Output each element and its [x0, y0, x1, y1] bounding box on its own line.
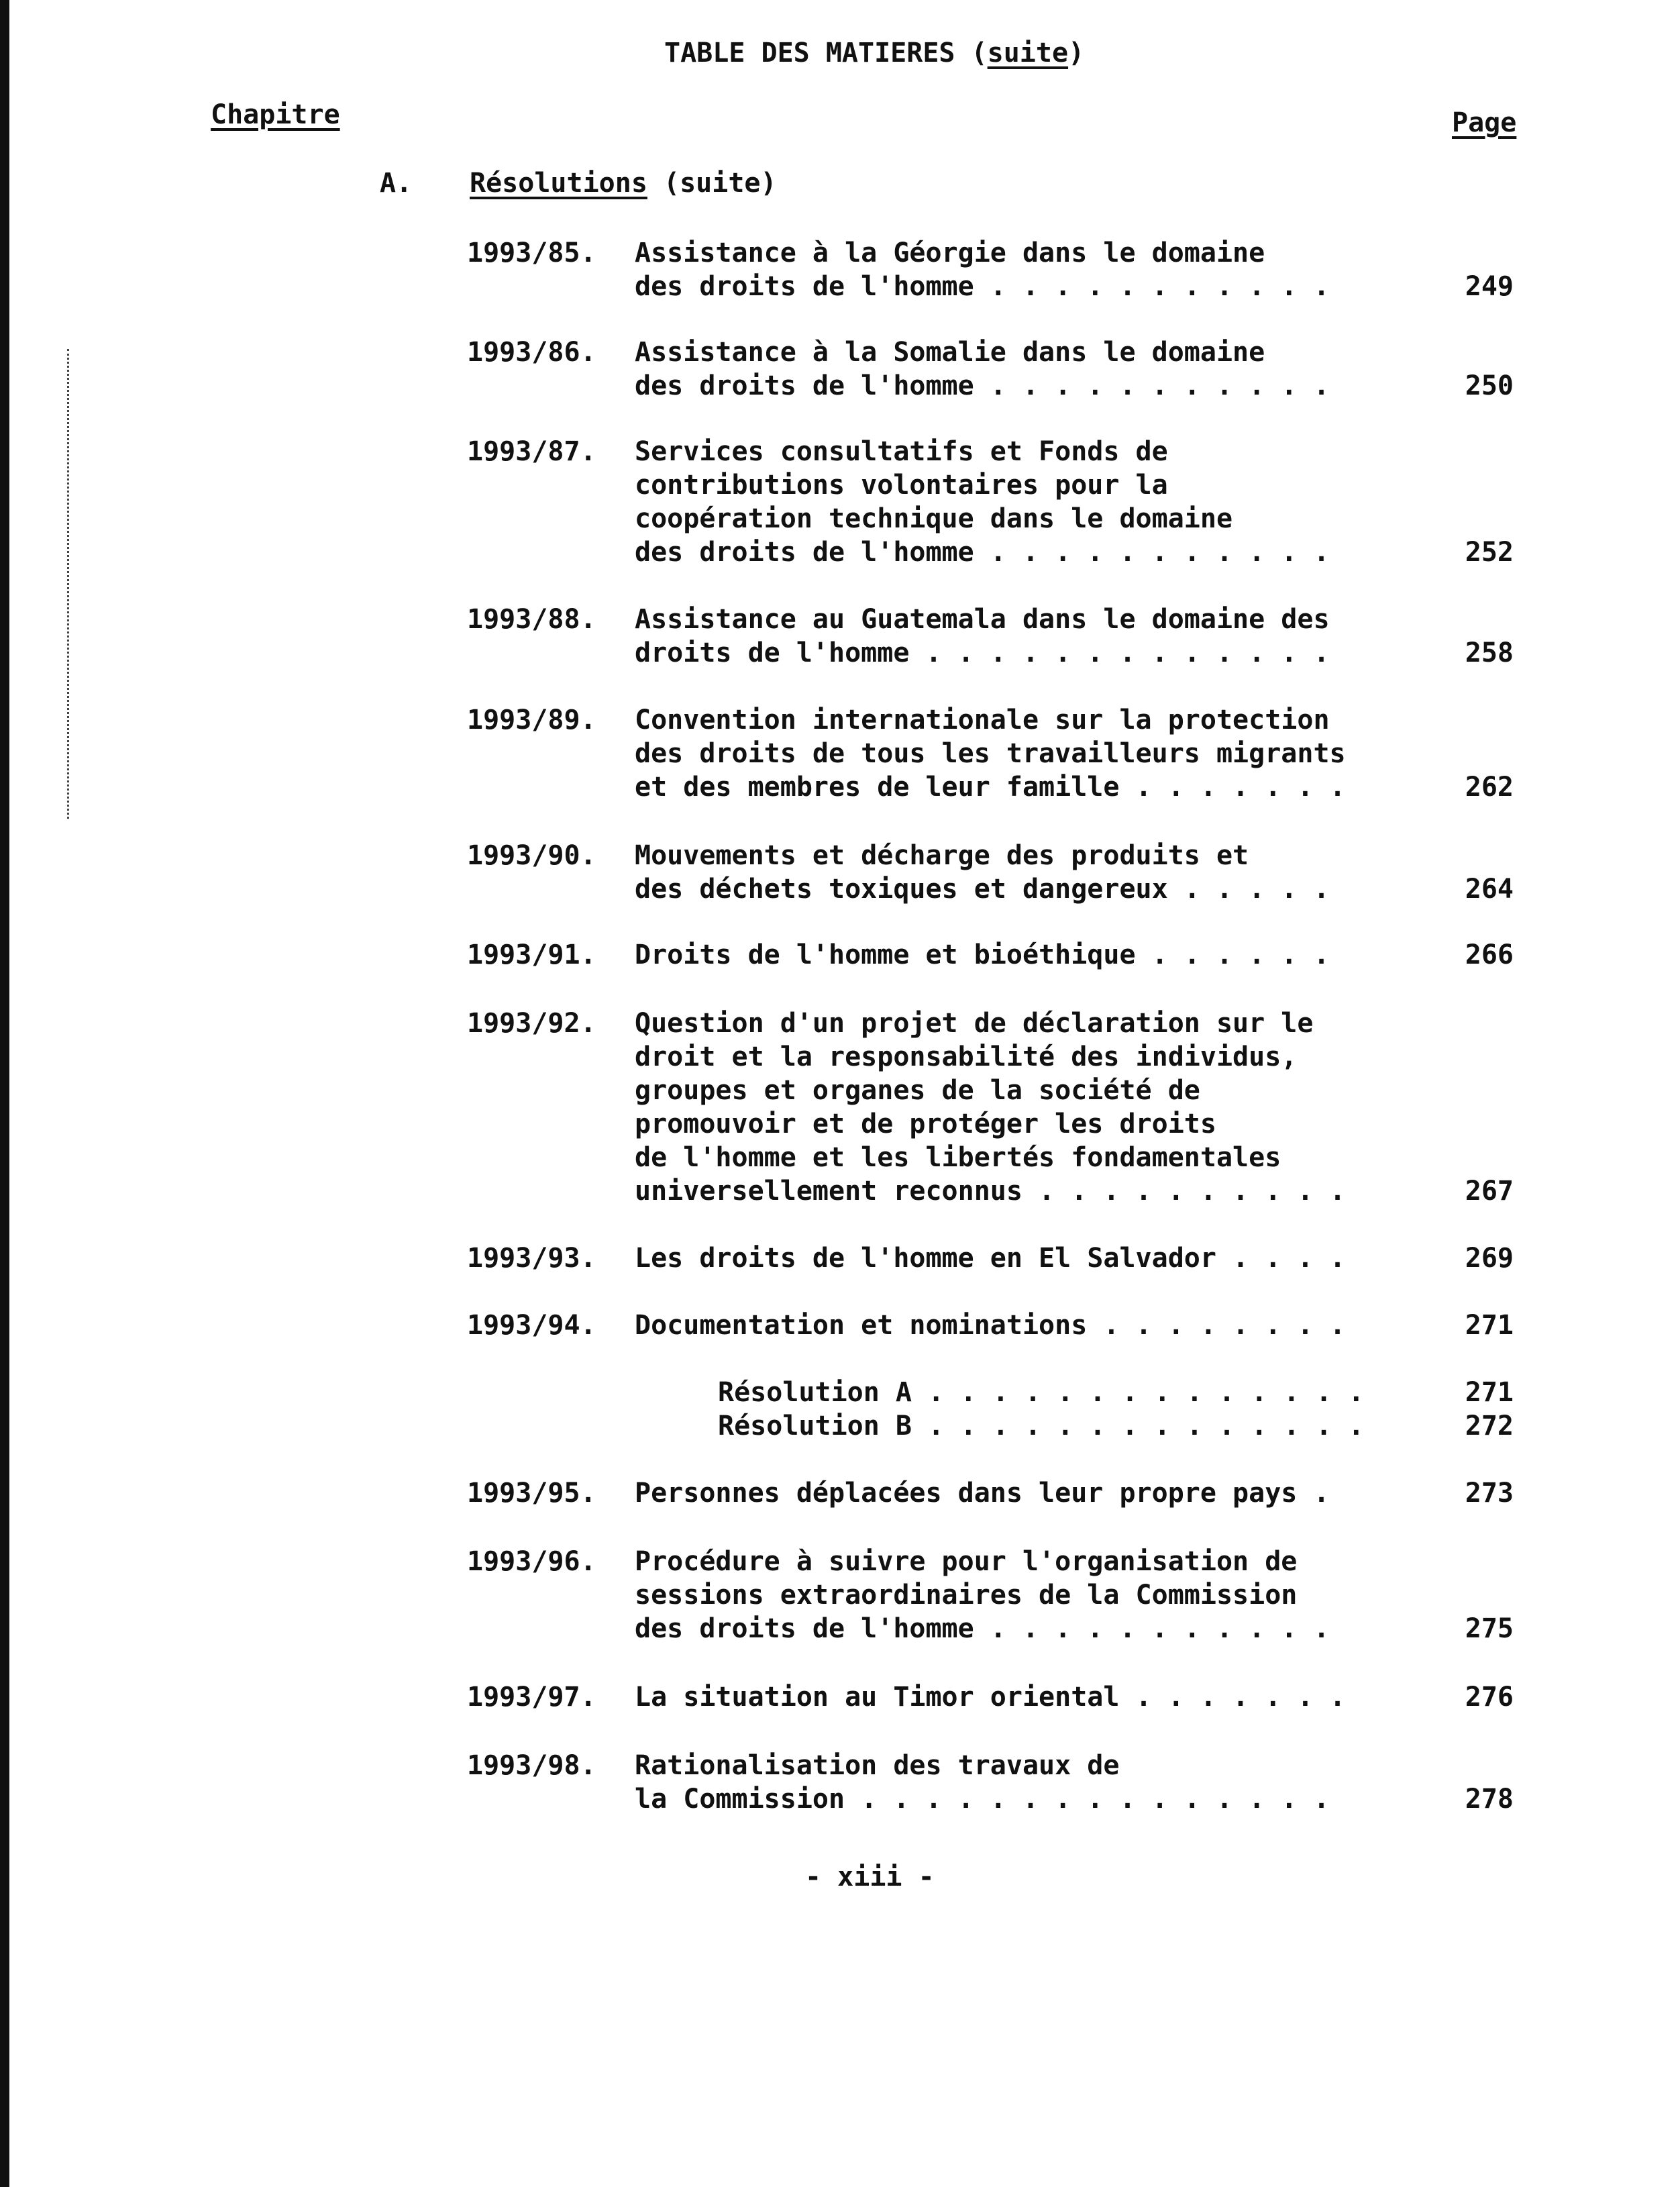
entry-title — [718, 1409, 1364, 1443]
section-title: Résolutions (suite) — [470, 168, 777, 199]
entry-number: 1993/94. — [467, 1310, 596, 1341]
entry-title-line: promouvoir et de protéger les droits — [635, 1109, 1216, 1139]
entry-page-number: 264 — [1465, 874, 1514, 905]
entry-title-line: Droits de l'homme et bioéthique . . . . . . — [635, 939, 1330, 970]
entry-title — [635, 1476, 1330, 1510]
entry-title — [635, 435, 1330, 569]
entry-title-line: des déchets toxiques et dangereux . . . . . — [635, 874, 1330, 905]
entry-number: 1993/91. — [467, 939, 596, 970]
entry-title — [635, 938, 1330, 972]
entry-title-line: des droits de l'homme . . . . . . . . . . . — [635, 271, 1330, 302]
entry-number: 1993/90. — [467, 840, 596, 871]
entry-number: 1993/97. — [467, 1682, 596, 1713]
entry-page-number: 271 — [1465, 1377, 1514, 1408]
entry-title-line: La situation au Timor oriental . . . . . . . — [635, 1682, 1346, 1713]
entry-title-line: et des membres de leur famille . . . . . . . — [635, 772, 1346, 803]
entry-title-line: droits de l'homme . . . . . . . . . . . . . — [635, 638, 1330, 668]
entry-title-line: Les droits de l'homme en El Salvador . . . . — [635, 1243, 1346, 1274]
entry-title-line: des droits de l'homme . . . . . . . . . . . — [635, 370, 1330, 401]
entry-page-number: 266 — [1465, 939, 1514, 970]
entry-title — [635, 236, 1330, 303]
column-header-chapter: Chapitre — [211, 99, 340, 130]
entry-title-line: Personnes déplacées dans leur propre pays . — [635, 1478, 1330, 1509]
entry-title-line: Convention internationale sur la protection — [635, 705, 1330, 735]
entry-title — [635, 603, 1330, 670]
entry-page-number: 275 — [1465, 1613, 1514, 1644]
entry-title-line: groupes et organes de la société de — [635, 1075, 1200, 1106]
entry-number: 1993/86. — [467, 337, 596, 368]
entry-number: 1993/85. — [467, 238, 596, 268]
entry-page-number: 271 — [1465, 1310, 1514, 1341]
entry-number: 1993/89. — [467, 705, 596, 735]
entry-page-number: 262 — [1465, 772, 1514, 803]
entry-title — [718, 1376, 1364, 1409]
entry-number: 1993/92. — [467, 1008, 596, 1039]
entry-page-number: 250 — [1465, 370, 1514, 401]
entry-title-line: sessions extraordinaires de la Commission — [635, 1580, 1298, 1611]
entry-page-number: 273 — [1465, 1478, 1514, 1509]
entry-title-line: Rationalisation des travaux de — [635, 1750, 1120, 1781]
section-letter: A. — [380, 168, 413, 199]
entry-title-line: Résolution B . . . . . . . . . . . . . . — [718, 1411, 1365, 1441]
entry-title — [635, 839, 1330, 906]
entry-title-line: la Commission . . . . . . . . . . . . . . . — [635, 1784, 1330, 1815]
entry-title-line: de l'homme et les libertés fondamentales — [635, 1142, 1281, 1173]
entry-title-line: droit et la responsabilité des individus, — [635, 1041, 1298, 1072]
scan-artifact — [67, 349, 71, 819]
entry-title-line: des droits de l'homme . . . . . . . . . . . — [635, 537, 1330, 568]
entry-page-number: 252 — [1465, 537, 1514, 568]
entry-title-line: des droits de l'homme . . . . . . . . . . . — [635, 1613, 1330, 1644]
entry-title-line: Procédure à suivre pour l'organisation de — [635, 1546, 1298, 1577]
entry-number: 1993/88. — [467, 604, 596, 635]
entry-page-number: 267 — [1465, 1176, 1514, 1207]
entry-title-line: Documentation et nominations . . . . . . . . — [635, 1310, 1346, 1341]
page-title: TABLE DES MATIERES (suite) — [664, 38, 1085, 68]
entry-title — [635, 1241, 1346, 1275]
entry-title-line: Résolution A . . . . . . . . . . . . . . — [718, 1377, 1365, 1408]
entry-title-line: Assistance au Guatemala dans le domaine des — [635, 604, 1330, 635]
entry-number: 1993/95. — [467, 1478, 596, 1509]
entry-title — [635, 1680, 1346, 1714]
column-header-page: Page — [1452, 107, 1517, 138]
entry-page-number: 249 — [1465, 271, 1514, 302]
entry-title-line: universellement reconnus . . . . . . . . . . — [635, 1176, 1346, 1207]
page-number: - xiii - — [805, 1862, 935, 1892]
entry-title-line: contributions volontaires pour la — [635, 470, 1168, 501]
entry-page-number: 269 — [1465, 1243, 1514, 1274]
entry-number: 1993/93. — [467, 1243, 596, 1274]
entry-page-number: 278 — [1465, 1784, 1514, 1815]
entry-title-line: des droits de tous les travailleurs migrants — [635, 738, 1346, 769]
entry-title-line: Mouvements et décharge des produits et — [635, 840, 1249, 871]
entry-title — [635, 1749, 1330, 1816]
entry-number: 1993/98. — [467, 1750, 596, 1781]
entry-title — [635, 336, 1330, 403]
entry-title-line: Question d'un projet de déclaration sur le — [635, 1008, 1314, 1039]
entry-number: 1993/87. — [467, 436, 596, 467]
entry-page-number: 258 — [1465, 638, 1514, 668]
entry-title — [635, 1007, 1346, 1208]
entry-title-line: coopération technique dans le domaine — [635, 503, 1233, 534]
scan-left-edge — [0, 0, 9, 2187]
entry-title-line: Assistance à la Géorgie dans le domaine — [635, 238, 1265, 268]
entry-page-number: 272 — [1465, 1411, 1514, 1441]
entry-title — [635, 1309, 1346, 1342]
entry-number: 1993/96. — [467, 1546, 596, 1577]
entry-page-number: 276 — [1465, 1682, 1514, 1713]
entry-title — [635, 703, 1346, 804]
entry-title-line: Services consultatifs et Fonds de — [635, 436, 1168, 467]
entry-title-line: Assistance à la Somalie dans le domaine — [635, 337, 1265, 368]
entry-title — [635, 1545, 1330, 1645]
